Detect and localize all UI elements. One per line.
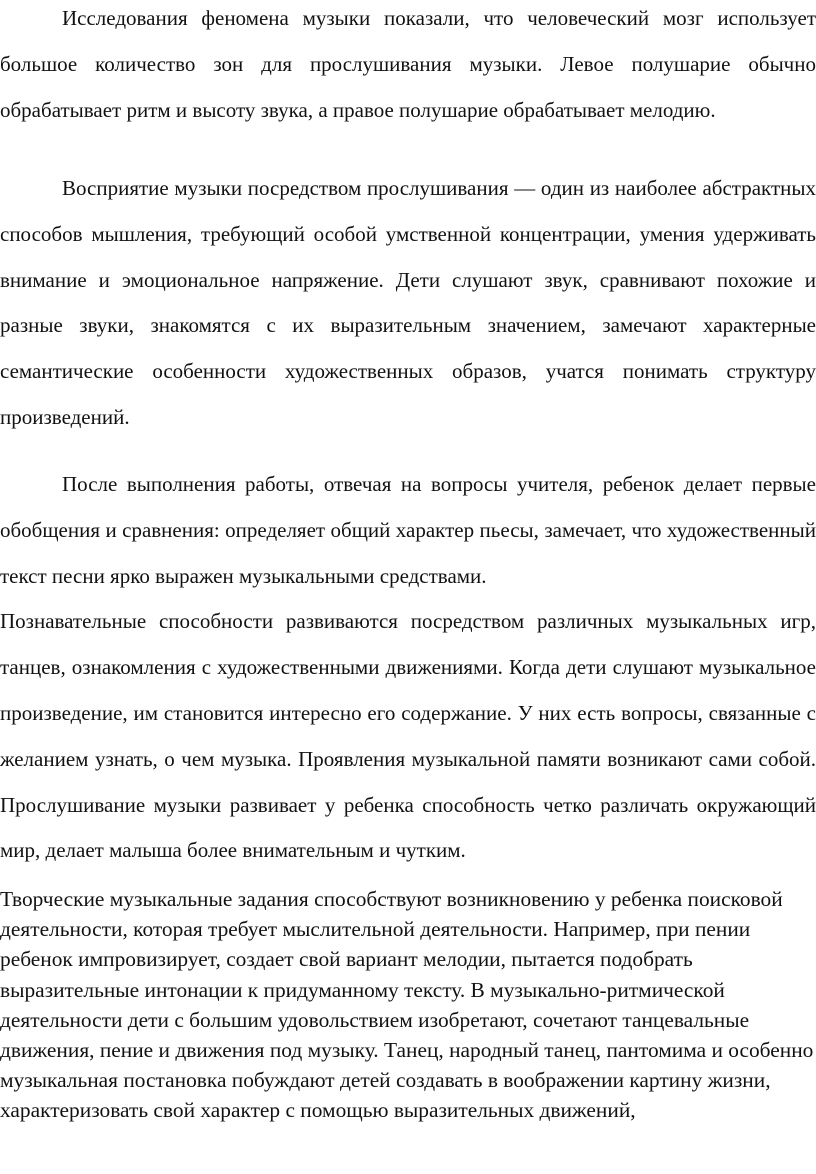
paragraph-block-cognition: [0, 462, 816, 874]
paragraph-after-work: После выполнения работы, отвечая на вопросы учителя, ребенок делает первые обобщения и сравнения: определяет общий характер пьесы, замечает, что художественный текст песни ярко выражен музыкальными средствами.: [0, 472, 816, 588]
paragraph-cognitive-abilities: Познавательные способности развиваются посредством различных музыкальных игр, танцев, ознакомления с художественными движениями. Когда дети слушают музыкальное произведение, им становится интересно его содержание. У них есть вопросы, связанные с желанием узнать, о чем музыка. Проявления музыкальной памяти возникают сами собой. Прослушивание музыки развивает у ребенка способность четко различать окружающий мир, делает малыша более внимательным и чутким.: [0, 609, 816, 863]
paragraph-brain-research: Исследования феномена музыки показали, что человеческий мозг использует большое количество зон для прослушивания музыки. Левое полушарие обычно обрабатывает ритм и высоту звука, а правое полушарие обрабатывает мелодию.: [0, 6, 816, 122]
paragraph-music-perception: Восприятие музыки посредством прослушивания — один из наиболее абстрактных способов мышления, требующий особой умственной концентрации, умения удерживать внимание и эмоциональное напряжение. Дети слушают звук, сравнивают похожие и разные звуки, знакомятся с их выразительным значением, замечают характерные семантические особенности художественных образов, учатся понимать структуру произведений.: [0, 176, 816, 429]
paragraph-creative-tasks: Творческие музыкальные задания способствуют возникновению у ребенка поисковой деятельности, которая требует мыслительной деятельности. Например, при пении ребенок импровизирует, создает свой вариант мелодии, пытается подобрать выразительные интонации к придуманному тексту. В музыкально-ритмической деятельности дети с большим удовольствием изобретают, сочетают танцевальные движения, пение и движения под музыку. Танец, народный танец, пантомима и особенно музыкальная постановка побуждают детей создавать в воображении картину жизни, характеризовать свой характер с помощью выразительных движений,: [0, 887, 814, 1123]
